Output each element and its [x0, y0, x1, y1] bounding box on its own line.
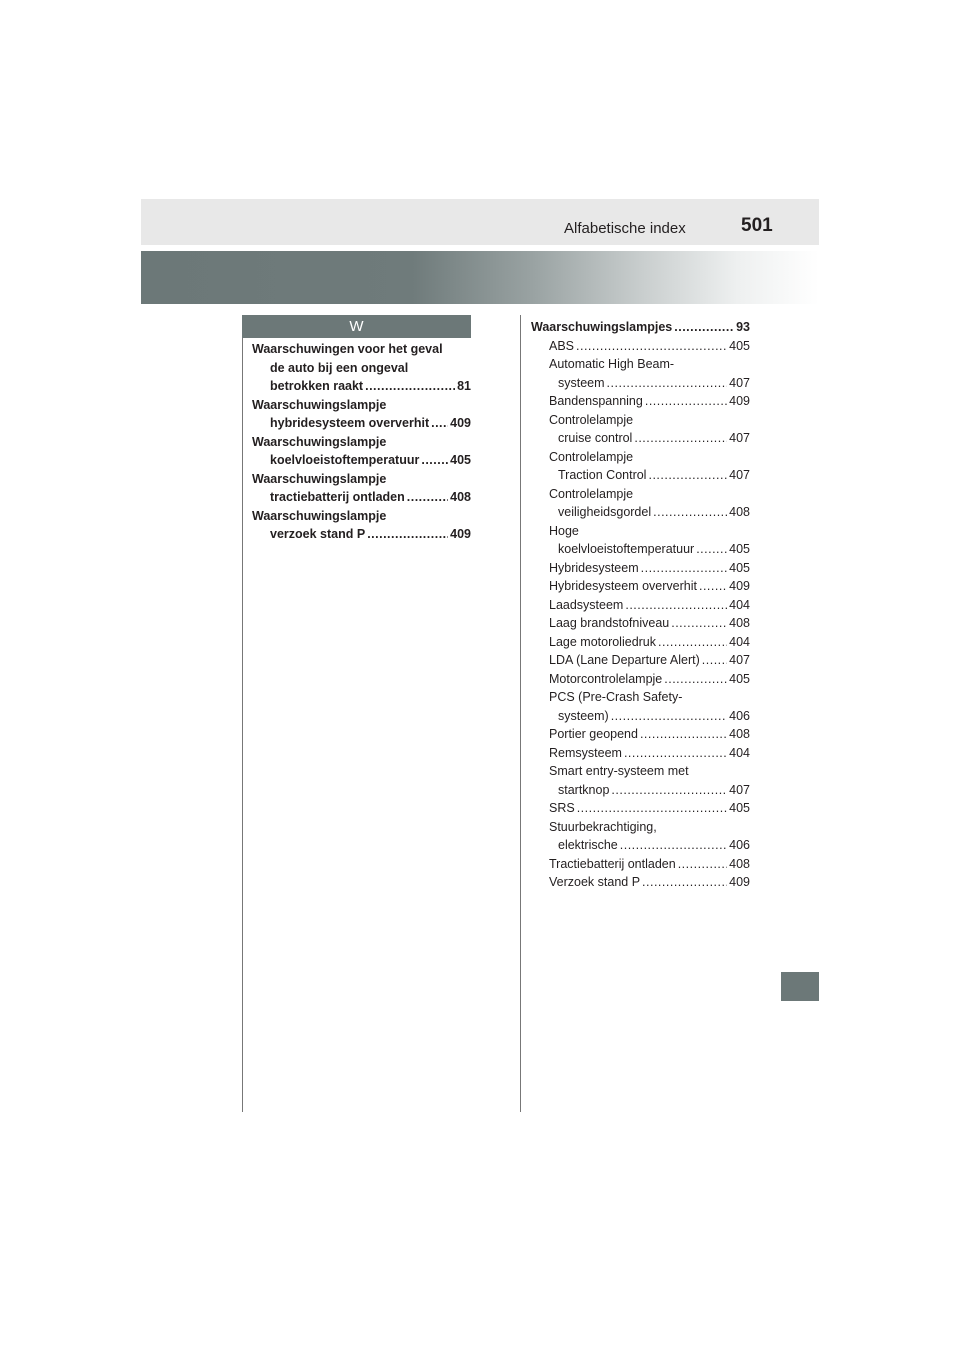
index-entry [252, 377, 471, 396]
index-entry-label: PCS (Pre-Crash Safety- [549, 690, 683, 704]
index-entry-label: Waarschuwingslampjes [531, 320, 673, 334]
index-entry-label: verzoek stand P [270, 527, 366, 541]
index-entry-page[interactable]: 408 [729, 616, 750, 630]
index-entry-label: Smart entry-systeem met [549, 764, 689, 778]
index-entry [252, 525, 471, 544]
index-entry-label: Bandenspanning [549, 394, 643, 408]
letter-heading: W [242, 315, 471, 338]
index-entry-label: koelvloeistoftemperatuur [558, 542, 695, 556]
index-entry-label: Laadsysteem [549, 597, 624, 612]
index-entry-label: Traction Control [558, 468, 647, 482]
index-entry-page[interactable]: 93 [736, 320, 750, 334]
index-entry-page[interactable]: 409 [729, 875, 750, 889]
index-entry-page[interactable]: 407 [729, 431, 750, 445]
index-entry [531, 744, 750, 763]
index-entry-label: LDA (Lane Departure Alert) [549, 653, 700, 667]
index-entry [531, 688, 750, 707]
index-entry-label: Waarschuwingslampje [252, 471, 387, 486]
index-entry-page[interactable]: 405 [729, 671, 750, 686]
index-entry [531, 836, 750, 855]
index-entry-page[interactable]: 409 [450, 527, 471, 541]
index-entry [531, 540, 750, 559]
index-entry [531, 855, 750, 874]
index-entry [531, 559, 750, 578]
index-entry-page[interactable]: 405 [729, 542, 750, 556]
dot-leader [620, 836, 727, 855]
index-entry [531, 374, 750, 393]
index-entry-label: Controlelampje [549, 449, 634, 464]
index-entry [531, 392, 750, 411]
index-entry-page[interactable]: 405 [729, 338, 750, 353]
index-entry [531, 503, 750, 522]
index-entry [252, 414, 471, 433]
index-entry-label: Portier geopend [549, 727, 638, 741]
index-entry-label: startknop [558, 782, 610, 797]
dot-leader [624, 744, 727, 763]
index-entry [531, 762, 750, 781]
index-entry-page[interactable]: 408 [729, 727, 750, 741]
left-column-rule [242, 338, 243, 1112]
index-entry [252, 507, 471, 526]
index-entry-page[interactable]: 409 [729, 579, 750, 593]
index-entry [531, 818, 750, 837]
dot-leader [674, 318, 734, 337]
dot-leader [577, 799, 727, 818]
index-entry-label: ABS [549, 338, 575, 353]
chapter-side-tab [781, 972, 819, 1001]
index-entry-label: Laag brandstofniveau [549, 616, 670, 630]
index-entry [252, 396, 471, 415]
index-entry-label: de auto bij een ongeval [270, 360, 409, 375]
index-entry [531, 577, 750, 596]
index-entry [531, 651, 750, 670]
index-entry [531, 429, 750, 448]
index-entry-page[interactable]: 407 [729, 468, 750, 482]
dot-leader [702, 651, 727, 670]
index-entry [531, 633, 750, 652]
right-column-rule [520, 315, 521, 1112]
index-entry-label: Verzoek stand P [549, 875, 641, 889]
index-entry [252, 488, 471, 507]
index-entry-page[interactable]: 406 [729, 838, 750, 852]
dot-leader [658, 633, 727, 652]
dot-leader [611, 781, 727, 800]
dot-leader [367, 525, 448, 544]
index-entry-page[interactable]: 81 [457, 379, 471, 393]
index-entry [252, 433, 471, 452]
index-entry-page[interactable]: 407 [729, 782, 750, 797]
index-entry-label: cruise control [558, 431, 633, 445]
dot-leader [421, 451, 448, 470]
index-entry-label: Waarschuwingslampje [252, 397, 387, 412]
index-entry-page[interactable]: 408 [450, 490, 471, 504]
index-entry [531, 707, 750, 726]
index-entry-page[interactable]: 404 [729, 745, 750, 760]
index-entry [531, 799, 750, 818]
index-entry-label: Hybridesysteem [549, 560, 639, 575]
section-title: Alfabetische index [564, 220, 686, 237]
index-entry-label: hybridesysteem oververhit [270, 416, 430, 430]
index-entry-label: Waarschuwingslampje [252, 434, 387, 449]
index-entry [531, 355, 750, 374]
index-entry [531, 725, 750, 744]
dot-leader [431, 414, 448, 433]
dot-leader [607, 374, 728, 393]
index-entry [531, 596, 750, 615]
dot-leader [678, 855, 727, 874]
index-entry-label: Hybridesysteem oververhit [549, 579, 697, 593]
index-entry-page[interactable]: 405 [729, 560, 750, 575]
header-band [141, 199, 819, 245]
index-entry [531, 670, 750, 689]
index-entry-label: systeem) [558, 708, 609, 723]
dot-leader [365, 377, 455, 396]
index-entry-page[interactable]: 405 [450, 453, 471, 467]
index-entry-label: koelvloeistoftemperatuur [270, 453, 420, 467]
dot-leader [611, 707, 727, 726]
index-entry [531, 448, 750, 467]
dot-leader [671, 614, 727, 633]
index-entry-label: Stuurbekrachtiging, [549, 819, 657, 834]
index-entry-label: Tractiebatterij ontladen [549, 856, 676, 871]
index-entry-label: Controlelampje [549, 412, 634, 427]
index-entry-label: tractiebatterij ontladen [270, 490, 405, 504]
index-entry-label: Lage motoroliedruk [549, 634, 657, 649]
index-entry [252, 340, 471, 359]
index-entry-page[interactable]: 407 [729, 375, 750, 390]
index-entry-label: Waarschuwingslampje [252, 508, 387, 523]
dot-leader [634, 429, 727, 448]
index-entry [531, 318, 750, 337]
chapter-gradient-bar [141, 251, 819, 304]
dot-leader [641, 559, 728, 578]
index-entry [252, 470, 471, 489]
index-entry [531, 337, 750, 356]
dot-leader [407, 488, 448, 507]
index-entry-label: betrokken raakt [270, 379, 364, 393]
dot-leader [664, 670, 727, 689]
index-entry-label: SRS [549, 801, 575, 815]
index-entry-page[interactable]: 408 [729, 856, 750, 871]
index-entry-label: systeem [558, 375, 605, 390]
index-entry-page[interactable]: 409 [729, 394, 750, 408]
dot-leader [642, 873, 727, 892]
index-entry [252, 451, 471, 470]
page-number: 501 [741, 215, 773, 236]
index-entry-label: Automatic High Beam- [549, 357, 675, 371]
index-entry [252, 359, 471, 378]
index-entry-label: veiligheidsgordel [558, 505, 652, 519]
index-column-right [531, 318, 750, 892]
dot-leader [699, 577, 727, 596]
index-entry-label: Controlelampje [549, 486, 634, 501]
index-entry-page[interactable]: 409 [450, 416, 471, 430]
index-entry-page[interactable]: 407 [729, 653, 750, 667]
index-entry [531, 485, 750, 504]
index-entry [531, 466, 750, 485]
dot-leader [648, 466, 727, 485]
dot-leader [696, 540, 727, 559]
index-entry-page[interactable]: 406 [729, 708, 750, 723]
dot-leader [576, 337, 727, 356]
index-entry-page[interactable]: 408 [729, 505, 750, 519]
dot-leader [625, 596, 727, 615]
index-entry [531, 873, 750, 892]
index-entry-label: elektrische [558, 838, 618, 852]
index-entry-label: Hoge [549, 523, 579, 538]
index-entry [531, 614, 750, 633]
index-column-left [252, 340, 471, 544]
index-entry [531, 781, 750, 800]
index-entry-label: Motorcontrolelampje [549, 671, 663, 686]
index-entry-page[interactable]: 404 [729, 634, 750, 649]
dot-leader [645, 392, 727, 411]
index-entry-page[interactable]: 405 [729, 801, 750, 815]
index-entry [531, 522, 750, 541]
index-entry-page[interactable]: 404 [729, 597, 750, 612]
dot-leader [640, 725, 727, 744]
index-entry-label: Waarschuwingen voor het geval [252, 342, 443, 356]
index-entry-label: Remsysteem [549, 745, 622, 760]
index-entry [531, 411, 750, 430]
dot-leader [653, 503, 727, 522]
